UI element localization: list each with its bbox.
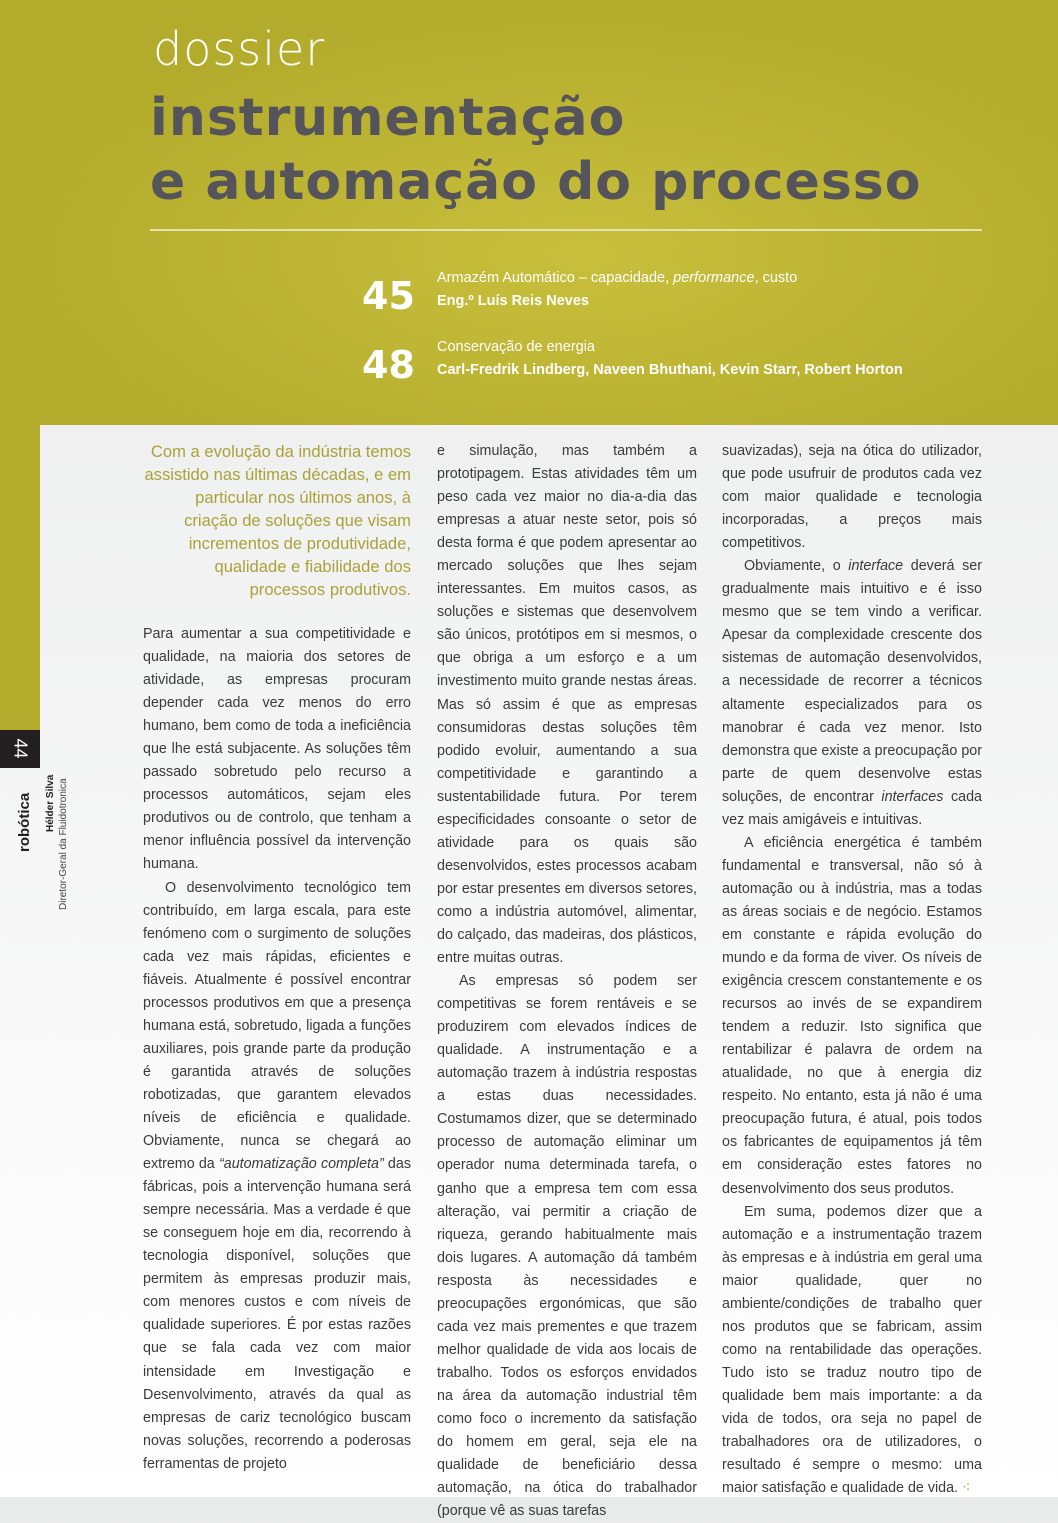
author-name: Hélder Silva xyxy=(45,774,56,832)
toc-page-number[interactable]: 48 xyxy=(362,343,415,387)
toc-author: Carl-Fredrik Lindberg, Naveen Bhuthani, Kevin Starr, Robert Horton xyxy=(437,362,903,378)
paragraph: Obviamente, o interface deverá ser gradualmente mais intuitivo e é isso mesmo que se tem vindo a verificar. Apesar da complexidade crescente dos sistemas de automação desenvolvidos, a necessidade de recorrer a técnicos altamente especializados para os manobrar é cada vez menor. Isto demonstra que existe a preocupação por parte de quem desenvolve estas soluções, de encontrar interfaces cada vez mais amigáveis e intuitivas. xyxy=(722,558,982,828)
kicker: dossier xyxy=(153,22,326,76)
dossier-header xyxy=(0,0,1058,425)
sidebar-band xyxy=(0,425,40,730)
toc-title[interactable]: Conservação de energia xyxy=(437,339,595,355)
section-label: robótica xyxy=(16,792,33,852)
title-line-1: instrumentação xyxy=(150,88,626,148)
page-title xyxy=(150,86,921,214)
column-2 xyxy=(437,440,697,1523)
page-number-box xyxy=(0,730,40,768)
paragraph: Em suma, podemos dizer que a automação e a instrumentação trazem às empresas e à indústria em geral uma maior qualidade, quer no ambiente/condições de trabalho quer nos produtos que se fabricam, assim como na rentabilidade das operações. Tudo isto se traduz noutro tipo de qualidade bem mais importante: a da vida de todos, ora seja no papel de trabalhadores ora de utilizadores, o resultado é sempre o mesmo: uma maior satisfação e qualidade de vida. ⁖ xyxy=(722,1203,982,1497)
toc-author: Eng.º Luís Reis Neves xyxy=(437,293,589,309)
divider xyxy=(150,229,982,231)
paragraph: A eficiência energética é também fundamental e transversal, não só à automação ou à indústria, mas a todas as áreas sociais e de negócio. Estamos em constante e rápida evolução do mundo e da forma de viver. Os níveis de exigência crescem constantemente e os recursos ao invés de se expandirem tendem a reduzir. Isto significa que rentabilizar é palavra de ordem na atualidade, no que à energia diz respeito. No entanto, esta já não é uma preocupação futura, é atual, pois todos os fabricantes de equipamentos já têm em consideração estes fatores no desenvolvimento dos seus produtos. xyxy=(722,834,982,1197)
page-number: 44 xyxy=(10,738,31,759)
paragraph: As empresas só podem ser competitivas se forem rentáveis e se produzirem com elevados índices de qualidade. A instrumentação e a automação trazem à indústria respostas a estas duas necessidades. Costumamos dizer, que se determinado processo de automação eliminar um operador numa determinada tarefa, o ganho que a empresa tem com essa alteração, vai permitir a criação de riqueza, gerando habitualmente mais dois lugares. A automação dá também resposta às necessidades e preocupações ergonómicas, que são cada vez mais prementes e que trazem melhor qualidade de vida aos locais de trabalho. Todos os esforços envidados na área da automação industrial têm como foco o incremento da satisfação do homem em geral, seja ele na qualidade de beneficiário dessa automação, na ótica do trabalhador (porque vê as suas tarefas xyxy=(437,973,697,1520)
title-line-2: e automação do processo xyxy=(150,152,922,212)
lead-text: Com a evolução da indústria temos assistido nas últimas décadas, e em particular nos últimos anos, à criação de soluções que visam incrementos de produtividade, qualidade e fiabilidade dos processos produtivos. xyxy=(144,442,411,599)
paragraph: Para aumentar a sua competitividade e qualidade, na maioria dos setores de atividade, as empresas procuram depender cada vez menos do erro humano, bem como de toda a ineficiência que lhe está subjacente. As soluções têm passado sobretudo pelo recurso a processos automáticos, sejam eles produtivos ou de controlo, que tenham a menor influência possível da intervenção humana. xyxy=(143,626,411,873)
toc-page-number[interactable]: 45 xyxy=(362,274,415,318)
end-mark-icon: ⁖ xyxy=(962,1480,971,1497)
toc-title[interactable]: Armazém Automático – capacidade, performance, custo xyxy=(437,270,798,286)
paragraph: e simulação, mas também a prototipagem. Estas atividades têm um peso cada vez maior no dia-a-dia das empresas a atuar neste setor, pois só desta forma é que podem apresentar ao mercado soluções que lhes sejam interessantes. Em muitos casos, as soluções e sistemas que desenvolvem são únicos, protótipos em si mesmos, o que obriga a um esforço e a um investimento muito grande nestas áreas. Mas só assim é que as empresas consumidoras destas soluções têm podido evoluir, aumentando a sua competitividade e garantindo a sustentabilidade futura. Por terem especificidades consoante o setor de atividade para os quais são desenvolvidos, estes processos acabam por estar presentes em diversos setores, como a indústria automóvel, alimentar, do calçado, das madeiras, dos plásticos, entre muitas outras. xyxy=(437,443,697,967)
paragraph: suavizadas), seja na ótica do utilizador, que pode usufruir de produtos cada vez com maior qualidade e tecnologia incorporadas, a preços mais competitivos. xyxy=(722,443,982,552)
author-role: Diretor-Geral da Fluidotronica xyxy=(58,778,69,910)
column-1 xyxy=(143,440,411,1476)
paragraph: O desenvolvimento tecnológico tem contribuído, em larga escala, para este fenómeno com o surgimento de soluções cada vez mais rápidas, eficientes e fiáveis. Atualmente é possível encontrar processos produtivos em que a presença humana está, sobretudo, ligada a funções auxiliares, pois grande parte da produção é garantida através de soluções robotizadas, que garantem elevados níveis de eficiência e qualidade. Obviamente, nunca se chegará ao extremo da “automatização completa” das fábricas, pois a intervenção humana será sempre necessária. Mas a verdade é que se conseguem hoje em dia, recorrendo à tecnologia disponível, soluções que permitem às empresas produzir mais, com menores custos e com níveis de qualidade superiores. É por estas razões que se fala cada vez com maior intensidade em Investigação e Desenvolvimento, através da qual as empresas de cariz tecnológico buscam novas soluções, recorrendo a poderosas ferramentas de projeto xyxy=(143,879,411,1472)
column-3 xyxy=(722,440,982,1500)
